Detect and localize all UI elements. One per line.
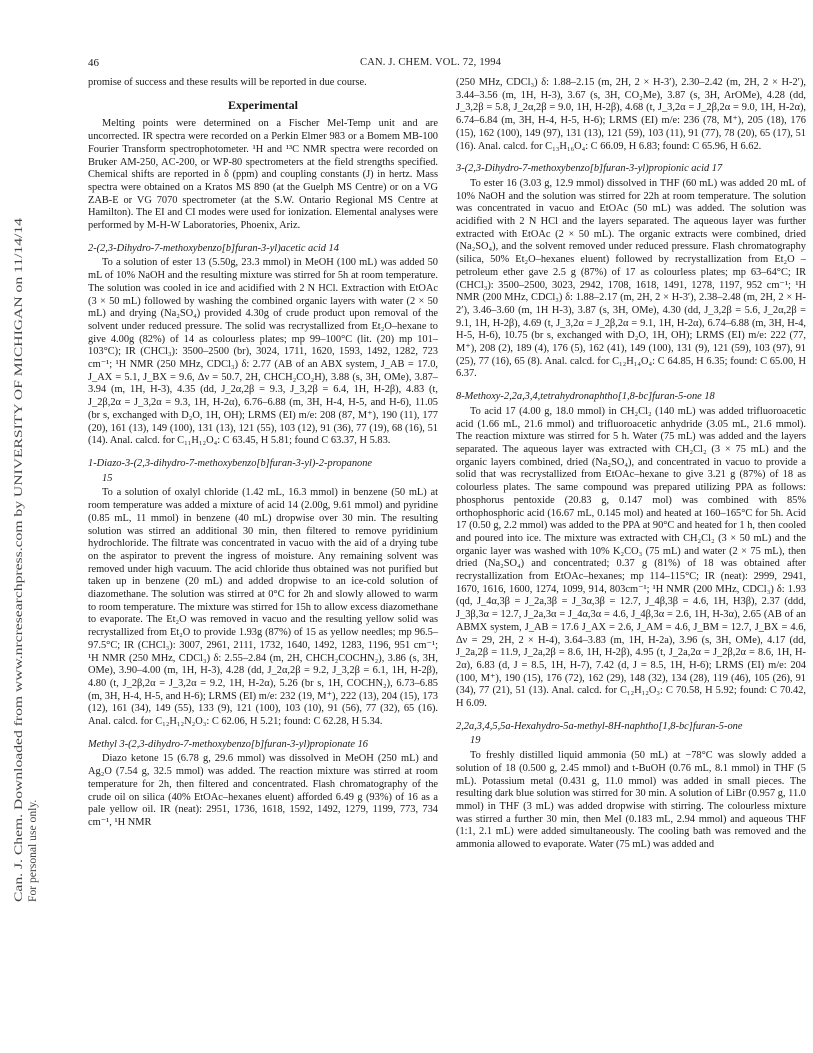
left-column — [88, 77, 438, 830]
compound-14-title: 2-(2,3-Dihydro-7-methoxybenzo[b]furan-3-yl)acetic acid 14 — [88, 242, 339, 254]
compound-18-title: 8-Methoxy-2,2a,3,4,tetrahydronaphtho[1,8-bc]furan-5-one 18 — [456, 391, 715, 403]
compound-15-procedure: To a solution of oxalyl chloride (1.42 mL, 16.3 mmol) in benzene (50 mL) at room temperature was added a mixture of acid 14 (2.00g, 9.61 mmol) and pyridine (0.85 mL, 11 mmol) in benzene (40 mL) dropwise over 30 min. The resulting solution was stirred an additional 30 min, then filtered to remove pyridinium hydrochloride. The filtrate was concentrated in vacuo with the aid of a drying tube on the aspirator to prevent the ingress of moisture. Any remaining solvent was removed under high vacuum. The acid chloride thus obtained was not purified but taken up in benzene (20 mL) and added dropwise to an ice-cold solution of diazomethane. The solution was stirred at 0°C for 2h and slowly allowed to warm to room temperature. The mixture was stirred for 15h to allow excess diazomethane to evaporate. The Et₂O was removed in vacuo and the resulting yellow solid was recrystallized from Et₂O to provide 1.93g (87%) of 15 as yellow needles; mp 96.5–97.5°C; IR (CHCl₃): 3007, 2961, 2111, 1732, 1640, 1492, 1283, 1196, 951 cm⁻¹; ¹H NMR (250 MHz, CDCl₃) δ: 2.55–2.84 (m, 2H, CHCH₂COCHN₂), 3.86 (s, 3H, OMe), 3.90–4.00 (m, 1H, H-3), 4.28 (dd, J_2α,2β = 9.2, J_3,2β = 6.1, 1H, H-2β), 4.80 (t, J_2β,2α = J_3,2α = 9.2, 1H, H-2α), 5.26 (br s, 1H, COCHN₂), 6.73–6.85 (m, 3H, H-4, H-5, and H-6); LRMS (EI) m/e: 232 (19, M⁺), 222 (13), 204 (15), 173 (12), 161 (34), 149 (55), 133 (9), 121 (100), 103 (10), 91 (56), 77 (32), 65 (16). Anal. calcd. for C₁₂H₁₂N₂O₃: C 62.06, H 5.21; found: C 62.28, H 5.34. — [88, 487, 438, 728]
section-heading-experimental: Experimental — [228, 97, 298, 112]
running-head: CAN. J. CHEM. VOL. 72, 1994 — [360, 57, 502, 68]
compound-18-procedure: To acid 17 (4.00 g, 18.0 mmol) in CH₂Cl₂ (140 mL) was added trifluoroacetic acid (1.66 mL, 21.6 mmol) and trifluoroacetic anhydride (3.05 mL, 21.6 mmol). The reaction mixture was stirred for 5 h. Water (75 mL) was added and the layers separated. The aqueous layer was extracted with CH₂Cl₂ (3 × 75 mL) and the organic layers combined, dried (Na₂SO₄), and concentrated in vacuo to provide a solid that was recrystallized from EtOAc–hexane to give 3.21 g (87%) of 18 as colourless plates. The same compound was prepared utilizing PPA as follows: phosphorus pentoxide (20.83 g, 0.147 mol) was combined with 85% orthophosphoric acid (16.67 mL, 0.145 mol) and heated at 160–165°C for 5h. Acid 17 (0.50 g, 2.2 mmol) was added to the PPA at 90°C and heated for 1 h, then cooled and poured into ice. The mixture was extracted with CH₂Cl₂ (3 × 50 mL) and the organic layer was washed with 10% K₂CO₃ (75 mL) and water (2 × 75 mL), then dried (Na₂SO₄) and concentrated; 0.37 g (81%) of 18 was obtained after recrystallization from EtOAc–hexanes; mp 114–115°C; IR (neat): 2999, 2941, 1670, 1616, 1600, 1274, 1099, 914, 803cm⁻¹; ¹H NMR (200 MHz, CDCl₃) δ: 1.93 (qd, J_4α,3β = J_2a,3β = J_3α,3β = 12.7, J_4β,3β = 4.6, 1H, H3β), 2.37 (ddd, J_3β,3α = 12.7, J_2a,3α = J_4α,3α = 4.6, J_4β,3α = 2.6, 1H, H-3α), 2.65 (AB of an ABMX system, J_AB = 17.6 J_AX = 2.6, J_AM = 4.6, J_BM = 12.7, J_BX = 4.6, Δν = 29, 2H, 2 × H-4), 3.64–3.83 (m, 1H, H-2a), 3.96 (s, 3H, OMe), 4.17 (dd, J_2a,2β = 11.9, J_2a,2β = 8.6, 1H, H-2β), 4.95 (t, J_2a,2α = J_2β,2α = 8.6, 1H, H-2α), 6.83 (d, J = 8.5, 1H, H-7), 7.42 (d, J = 8.5, 1H, H-6); LRMS (EI) m/e: 204 (100, M⁺), 190 (15), 176 (72), 162 (29), 148 (32), 134 (28), 119 (46), 105 (26), 91 (34), 77 (21), 51 (13). Anal. calcd. for C₁₂H₁₂O₃: C 70.58, H 5.92; found: C 70.42, H 6.09. — [456, 405, 806, 710]
compound-17-title: 3-(2,3-Dihydro-7-methoxybenzo[b]furan-3-yl)propionic acid 17 — [456, 163, 723, 175]
watermark-line-1: Can. J. Chem. Downloaded from www.nrcresearchpress.com by UNIVERSITY OF MICHIGAN on 11/14/14 — [12, 394, 25, 902]
download-watermark — [6, 210, 42, 910]
paragraph-general-methods: Melting points were determined on a Fischer Mel-Temp unit and are uncorrected. IR spectra were recorded on a Perkin Elmer 983 or a Bomem MB-100 Fourier Transform spectrophotometer. ¹H and ¹³C NMR spectra were recorded on Bruker AM-250, AC-200, or WP-80 spectrometers at the field strengths specified. Chemical shifts are reported in δ (ppm) and coupling constants (J) in hertz. Mass spectra were obtained on a Kratos MS 890 (at the Guelph MS Centre) or on a VG ZAB-E or VG 7070 spectrometer (at the S.W. Ontario Regional MS Centre at Hamilton). The EI and CI modes were used for ionization. Elemental analyses were performed by M-H-W Laboratories, Phoenix, Ariz. — [88, 118, 438, 232]
compound-19-title: 2,2a,3,4,5,5a-Hexahydro-5a-methyl-8H-naphtho[1,8-bc]furan-5-one — [456, 720, 743, 732]
page-number: 46 — [88, 57, 99, 69]
compound-16-title: Methyl 3-(2,3-dihydro-7-methoxybenzo[b]furan-3-yl)propionate 16 — [88, 738, 368, 750]
compound-16-procedure: Diazo ketone 15 (6.78 g, 29.6 mmol) was dissolved in MeOH (250 mL) and Ag₂O (7.54 g, 32.5 mmol) was added. The reaction mixture was stirred at room temperature for 2h, then filtered and concentrated. Flash chromatography of the crude oil on silica (40% EtOAc–hexanes eluent) afforded 6.49 g (93%) of 16 as a pale yellow oil. IR (neat): 2951, 1736, 1618, 1592, 1492, 1279, 1199, 773, 734 cm⁻¹, ¹H NMR — [88, 753, 438, 828]
compound-19-number: 19 — [470, 735, 481, 747]
watermark-svg — [6, 210, 42, 910]
paragraph-intro-end: promise of success and these results will be reported in due course. — [88, 77, 367, 88]
compound-19-procedure: To freshly distilled liquid ammonia (50 mL) at −78°C was slowly added a solution of 18 (0.500 g, 2.45 mmol) and t-BuOH (0.76 mL, 8.1 mmol) in THF (5 mL). Potassium metal (0.431 g, 11.0 mmol) was added in small pieces. The resulting dark blue solution was stirred for 30 min. A solution of LiBr (0.957 g, 11.0 mmol) in THF (3 mL) was added dropwise with stirring. The colourless mixture was stirred a further 30 min, then MeI (0.183 mL, 2.94 mmol) and aqueous THF (1:1, 2.1 mL) were added simultaneously. The cooling bath was removed and the ammonia allowed to evaporate. Water (75 mL) was added and — [456, 750, 806, 851]
watermark-line-2: For personal use only. — [26, 799, 39, 902]
compound-15-title: 1-Diazo-3-(2,3-dihydro-7-methoxybenzo[b]furan-3-yl)-2-propanone — [88, 457, 373, 469]
compound-17-procedure: To ester 16 (3.03 g, 12.9 mmol) dissolved in THF (60 mL) was added 20 mL of 10% NaOH and the solution was stirred for 22h at room temperature. The solution was concentrated in vacuo and EtOAc (50 mL) was added. The solution was acidified with 2 N HCl and the layers separated. The aqueous layer was further extracted with EtOAc (2 × 50 mL). The organic extracts were combined, dried (Na₂SO₄), and the solvent removed under reduced pressure. Flash chromatography (silica, 50% Et₂O–hexanes eluent) followed by recrystallization from Et₂O – petroleum ether gave 2.5 g (87%) of 17 as colourless plates; mp 63–64°C; IR (CHCl₃): 3500–2500, 3023, 2942, 1708, 1618, 1491, 1278, 1197, 952 cm⁻¹; ¹H NMR (200 MHz, CDCl₃) δ: 1.88–2.17 (m, 2H, 2 × H-3′), 2.38–2.48 (m, 2H, 2 × H-2′), 3.46–3.60 (m, 1H H-3), 3.87 (s, 3H, OMe), 4.30 (dd, J_3,2β = 5.6, J_2α,2β = 9.1, 1H, H-2β), 4.69 (t, J_3,2α = J_2β,2α = 9.1, 1H, H-2α), 6.74–6.88 (m, 3H, H-4, H-5, H-6), 10.75 (br s, exchanged with D₂O, 1H, OH); LRMS (EI) m/e: 222 (77, M⁺), 208 (2), 189 (4), 176 (5), 162 (41), 149 (100), 131 (9), 121 (59), 103 (97), 91 (25), 77 (16), 65 (8). Anal. calcd. for C₁₂H₁₄O₄: C 64.85, H 6.35; found: C 65.00, H 6.37. — [456, 177, 806, 380]
right-column — [456, 77, 806, 852]
compound-16-procedure-cont: (250 MHz, CDCl₃) δ: 1.88–2.15 (m, 2H, 2 × H-3′), 2.30–2.42 (m, 2H, 2 × H-2′), 3.44–3.56 (m, 1H, H-3), 3.67 (s, 3H, CO₂Me), 3.87 (s, 3H, ArOMe), 4.28 (dd, J_3,2β = 5.8, J_2α,2β = 9.0, 1H, H-2β), 4.68 (t, J_3,2α = J_2β,2α = 9.0, 1H, H-2α), 6.74–6.84 (m, 3H, H-4, H-5, H-6); LRMS (EI) m/e: 236 (78, M⁺), 205 (18), 176 (15), 162 (100), 149 (97), 131 (13), 121 (59), 103 (11), 91 (77), 78 (20), 65 (17), 51 (16). Anal. calcd. for C₁₃H₁₆O₄: C 66.09, H 6.83; found: C 65.96, H 6.62. — [456, 77, 806, 152]
compound-14-procedure: To a solution of ester 13 (5.50g, 23.3 mmol) in MeOH (100 mL) was added 50 mL of 10% NaOH and the resulting mixture was stirred for 5h at room temperature. The solution was cooled in ice and acidified with 2 N HCl. Extraction with EtOAc (3 × 50 mL) followed by washing the combined organic layers with water (2 × 50 mL) and drying (Na₂SO₄) provided 4.30g of crude product upon removal of the solvent under reduced pressure. The solid was recrystallized from Et₂O–hexane to give 4.00g (82%) of 14 as colourless plates; mp 99–100°C (lit. (20) mp 101–103°C); IR (CHCl₃): 3500–2500 (br), 3024, 1711, 1620, 1593, 1492, 1282, 723 cm⁻¹; ¹H NMR (250 MHz, CDCl₃) δ: 2.77 (AB of an ABX system, J_AB = 17.0, J_AX = 5.1, J_BX = 9.6, Δν = 50.7, 2H, CHCH₂CO₂H), 3.88 (s, 3H, OMe), 3.87–3.94 (m, 1H, H-3), 4.35 (dd, J_2α,2β = 9.3, J_3,2β = 6.4, 1H, H-2β), 4.83 (t, J_2β,2α = J_3,2α = 9.3, 1H, H-2α), 6.76–6.88 (m, 3H, H-4, H-5, and H-6), 11.05 (br s, exchanged with D₂O, 1H, OH); LRMS (EI) m/e: 208 (87, M⁺), 190 (11), 177 (20), 161 (13), 149 (100), 131 (13), 121 (55), 103 (12), 91 (36), 77 (19), 68 (16), 51 (14). Anal. calcd. for C₁₁H₁₂O₄: C 63.45, H 5.81; found C 63.37, H 5.83. — [88, 257, 438, 447]
compound-15-number: 15 — [102, 472, 113, 484]
